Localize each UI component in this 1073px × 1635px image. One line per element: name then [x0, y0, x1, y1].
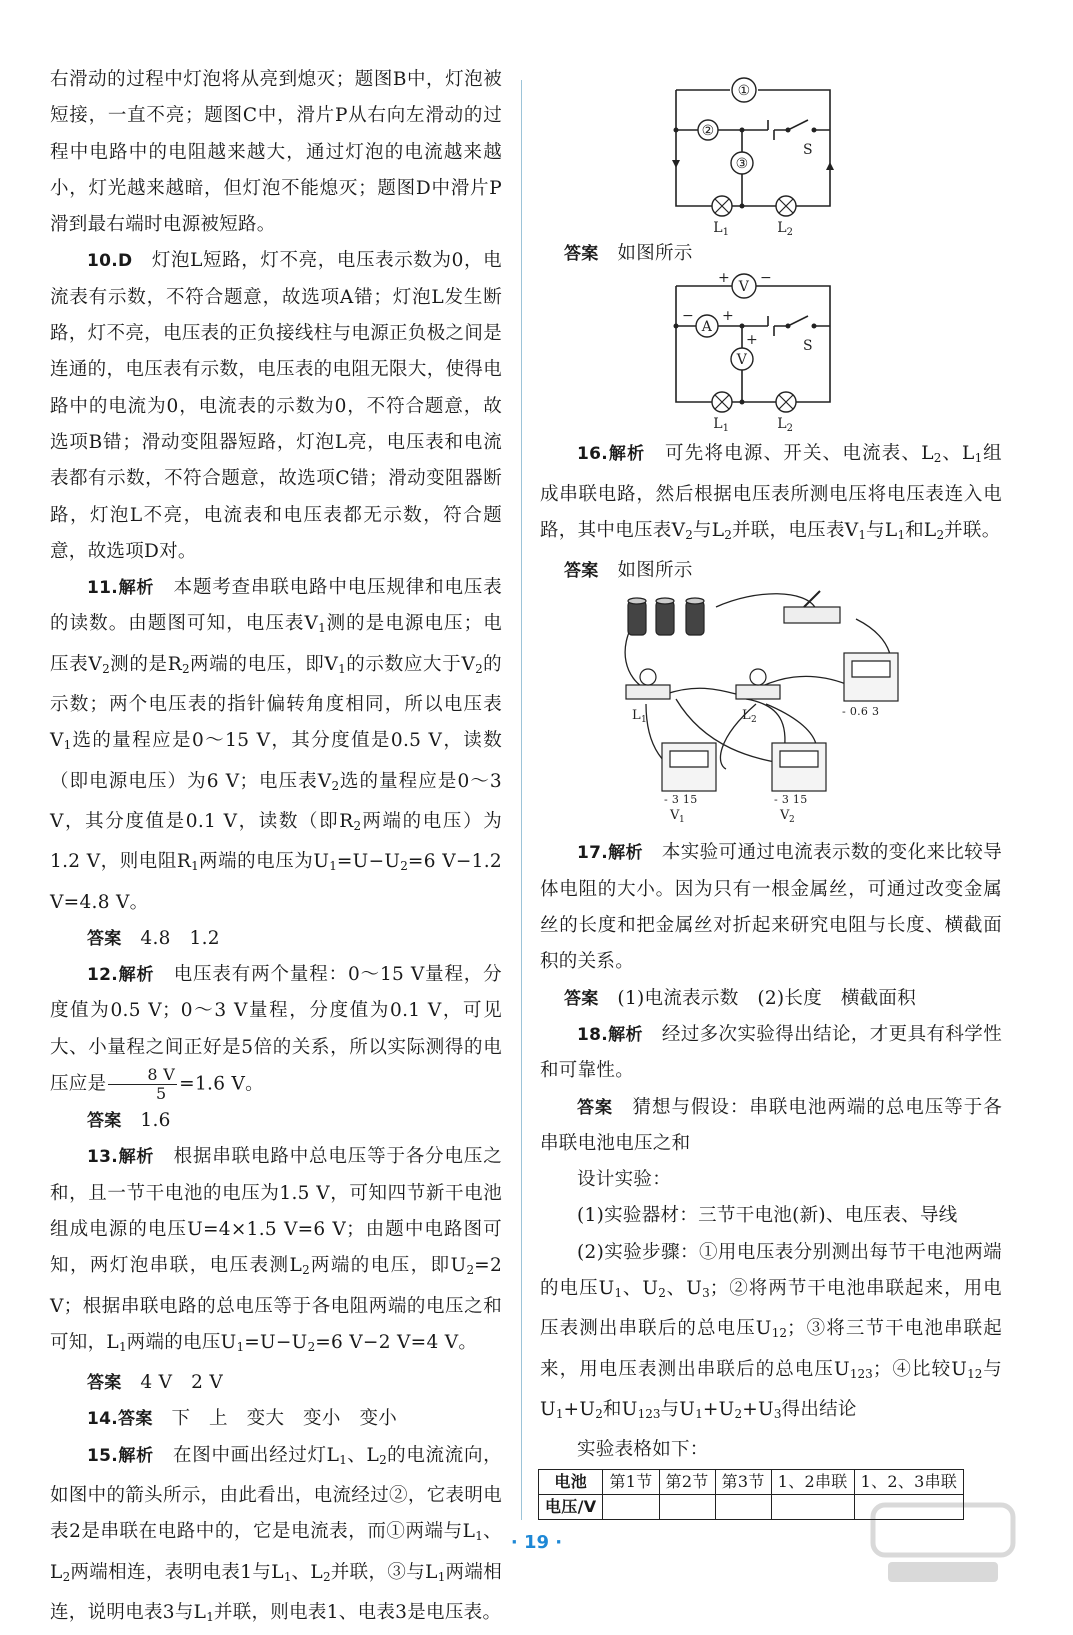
table-header: 1、2、3串联: [854, 1469, 964, 1494]
q15-analysis: 15.解析 在图中画出经过灯$L_1$、$L_2$的电流流向，如图中的箭头所示，由此看出，电流经过②，它表明电表2是串联在电路中的，它是电流表，而①两端与$L_1$、$L_2$两端相连，表明电表1与$L_1$、$L_2$并联，③与$L_1$两端相连，说明电表3与$L_1$并联，则电表1、电表3是电压表。: [50, 1444, 502, 1624]
wiring-v2-label: V: [780, 808, 790, 824]
q13-answer: 答案 4 V 2 V: [87, 1372, 224, 1394]
switch-label-2: S: [803, 338, 813, 355]
equipment: (1)实验器材：三节干电池(新)、电压表、导线: [577, 1205, 958, 1227]
svg-text:+: +: [745, 332, 759, 349]
fraction-8v-over-5: $\frac{8 V}{5}$: [108, 1066, 177, 1103]
q12-analysis: 12.解析 电压表有两个量程：0～15 V量程，分度值为0.5 V；0～3 V量程，分度值为0.1 V，可见大、小量程之间正好是5倍的关系，所以实际测得的电压应是 $\frac{8 V}{5}$ =1.6 V。: [50, 964, 502, 1104]
meter-1-label: ①: [737, 83, 751, 99]
meter-2-label: ②: [701, 123, 715, 139]
table-cell: [603, 1494, 659, 1519]
voltmeter-top-label: V: [738, 279, 750, 296]
svg-text:2: 2: [789, 815, 796, 826]
svg-text:- 3 15: - 3 15: [774, 793, 808, 807]
svg-text:+: +: [721, 308, 735, 325]
q16-answer: 答案 如图所示: [564, 560, 693, 582]
q13-analysis: 13.解析 根据串联电路中总电压等于各分电压之和，且一节干电池的电压为1.5 V，可知四节新干电池组成电源的电压U=4×1.5 V=6 V；由题中电路图可知，两灯泡串联，电压表测$L_2$两端的电压，即$U_2=2$ V；根据串联电路的总电压等于各电阻两端的电压之和可知，$L_1$两端的电压$U_1=U-U_2=6$ V−2 V=4 V。: [50, 1146, 503, 1354]
wiring-l2-label: L: [742, 708, 751, 724]
circuit-diagram-1: [610, 76, 910, 236]
steps: (2)实验步骤：①用电压表分别测出每节干电池两端的电压$U_1$、$U_2$、$U_3$；②将两节干电池串联起来，用电压表测出串联后的总电压$U_{12}$；③将三节干电池串联起来，用电压表测出串联后的总电压$U_{123}$；④比较$U_{12}$与$U_1+U_2$和$U_{123}$与$U_1+U_2+U_3$得出结论: [540, 1241, 1002, 1421]
q9-continuation: 右滑动的过程中灯泡将从亮到熄灭；题图B中，灯泡被短接，一直不亮；题图C中，滑片P从右向左滑动的过程中电路中的电阻越来越大，通过灯泡的电流越来越小，灯光越来越暗，但灯泡不能熄灭；题图D中滑片P滑到最右端时电源被短路。: [50, 69, 502, 236]
design-heading: 设计实验：: [577, 1169, 672, 1191]
table-header: 第2节: [659, 1469, 715, 1494]
table-header: 电池: [539, 1469, 603, 1494]
wiring-v1-label: V: [670, 808, 680, 824]
svg-text:L: L: [713, 416, 723, 433]
svg-text:- 3 15: - 3 15: [664, 793, 698, 807]
svg-text:−: −: [759, 272, 773, 287]
table-cell: [715, 1494, 771, 1519]
table-header-row: [539, 1469, 964, 1494]
q18-answer: 答案 猜想与假设：串联电池两端的总电压等于各串联电池电压之和: [540, 1096, 1003, 1154]
ammeter-scale-label: - 0.6 3: [842, 705, 880, 719]
q14-answer: 14.答案 下 上 变大 变小 变小: [87, 1408, 398, 1430]
svg-text:+: +: [717, 272, 731, 287]
voltmeter-mid-label: V: [736, 352, 748, 369]
q17-analysis: 17.解析 本实验可通过电流表示数的变化来比较导体电阻的大小。因为只有一根金属丝，可通过改变金属丝的长度和把金属丝对折起来研究电阻与长度、横截面积的关系。: [540, 842, 1002, 973]
svg-text:−: −: [681, 308, 695, 325]
ammeter-label: A: [701, 319, 713, 336]
right-column: [540, 76, 1002, 1520]
svg-text:1: 1: [722, 227, 730, 236]
lamp-l2-label: L: [777, 220, 787, 236]
table-header: 第3节: [715, 1469, 771, 1494]
svg-text:2: 2: [751, 715, 758, 726]
svg-text:1: 1: [722, 423, 730, 433]
column-divider: [521, 80, 522, 1520]
svg-text:1: 1: [679, 815, 686, 826]
left-column: [50, 62, 502, 1635]
q17-answer: 答案 (1)电流表示数 (2)长度 横截面积: [564, 987, 917, 1009]
svg-text:2: 2: [786, 227, 794, 236]
q10-paragraph: 10.D 灯泡L短路，灯不亮，电压表示数为0，电流表有示数，不符合题意，故选项A错；灯泡L发生断路，灯不亮，电压表的正负接线柱与电源正负极之间是连通的，电压表有示数，电压表的电阻无限大，使得电路中的电流为0，电流表的示数为0，不符合题意，故选项B错；滑动变阻器短路，灯泡L亮，电压表和电流表都有示数，不符合题意，故选项C错；滑动变阻器断路，灯泡L不亮，电流表和电压表都无示数，符合题意，故选项D对。: [50, 250, 502, 562]
watermark-logo-icon: [868, 1500, 1018, 1590]
switch-label: S: [803, 142, 813, 158]
q12-answer: 答案 1.6: [87, 1110, 171, 1132]
q16-analysis: 16.解析 可先将电源、开关、电流表、$L_2$、$L_1$组成串联电路，然后根据电压表所测电压将电压表连入电路，其中电压表$V_2$与$L_2$并联，电压表$V_1$与$L_1$和$L_2$并联。: [540, 443, 1002, 542]
q15-answer: 答案 如图所示: [564, 243, 693, 264]
table-header: 1、2串联: [771, 1469, 854, 1494]
q11-analysis: 11.解析 本题考查串联电路中电压规律和电压表的读数。由题图可知，电压表$V_1$测的是电源电压；电压表$V_2$测的是$R_2$两端的电压，即$V_1$的示数应大于$V_2$的示数；两个电压表的指针偏转角度相同，所以电压表$V_1$选的量程应是0～15 V，其分度值是0.5 V，读数（即电源电压）为6 V；电压表$V_2$选的量程应是0～3 V，其分度值是0.1 V，读数（即$R_2$两端的电压）为1.2 V，则电阻$R_1$两端的电压为$U_1=U-U_2=6$ V−1.2 V=4.8 V。: [50, 577, 503, 913]
table-cell: [771, 1494, 854, 1519]
q11-answer: 答案 4.8 1.2: [87, 927, 220, 949]
table-title: 实验表格如下：: [577, 1439, 709, 1461]
wiring-l1-label: L: [632, 708, 641, 724]
circuit-diagram-2: [610, 272, 910, 432]
svg-text:1: 1: [641, 715, 648, 726]
table-cell: [659, 1494, 715, 1519]
svg-text:L: L: [777, 416, 787, 433]
table-row-label: 电压/V: [539, 1494, 603, 1519]
meter-3-label: ③: [735, 156, 749, 172]
page-number: · 19 ·: [510, 1532, 563, 1553]
lamp-l1-label: L: [713, 220, 723, 236]
svg-text:2: 2: [786, 423, 794, 433]
physical-wiring-diagram: [606, 589, 906, 829]
q18-analysis: 18.解析 经过多次实验得出结论，才更具有科学性和可靠性。: [540, 1023, 1002, 1082]
table-header: 第1节: [603, 1469, 659, 1494]
